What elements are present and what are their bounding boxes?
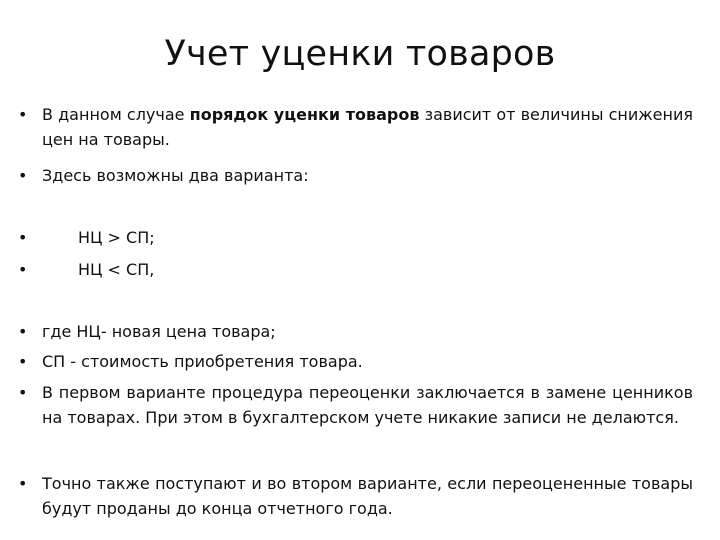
emphasis: порядок уценки товаров <box>189 105 420 124</box>
list-item-text: НЦ > СП; <box>78 228 155 247</box>
list-item-text: где НЦ- новая цена товара; <box>42 322 276 341</box>
list-item-text: Точно также поступают и во втором варианте, если переоцененные товары будут проданы до конца отчетного года. <box>42 474 693 518</box>
bullet: • <box>18 260 28 279</box>
list-item-text: В первом варианте процедура переоценки заключается в замене ценников на товарах. При этом в бухгалтерском учете никакие записи не делаются. <box>42 383 693 427</box>
list-item-text: Здесь возможны два варианта: <box>42 166 309 185</box>
slide-title: Учет уценки товаров <box>164 34 556 74</box>
bullet: • <box>18 166 28 185</box>
list-item-text: В данном случае порядок уценки товаров зависит от величины снижения цен на товары. <box>42 105 694 149</box>
bullet: • <box>18 322 28 341</box>
bullet: • <box>18 474 28 493</box>
list-item-text: НЦ < СП, <box>78 260 155 279</box>
bullet: • <box>18 105 28 124</box>
list-item-text: СП - стоимость приобретения товара. <box>42 352 363 371</box>
bullet: • <box>18 352 28 371</box>
bullet: • <box>18 228 28 247</box>
bullet: • <box>18 383 28 402</box>
